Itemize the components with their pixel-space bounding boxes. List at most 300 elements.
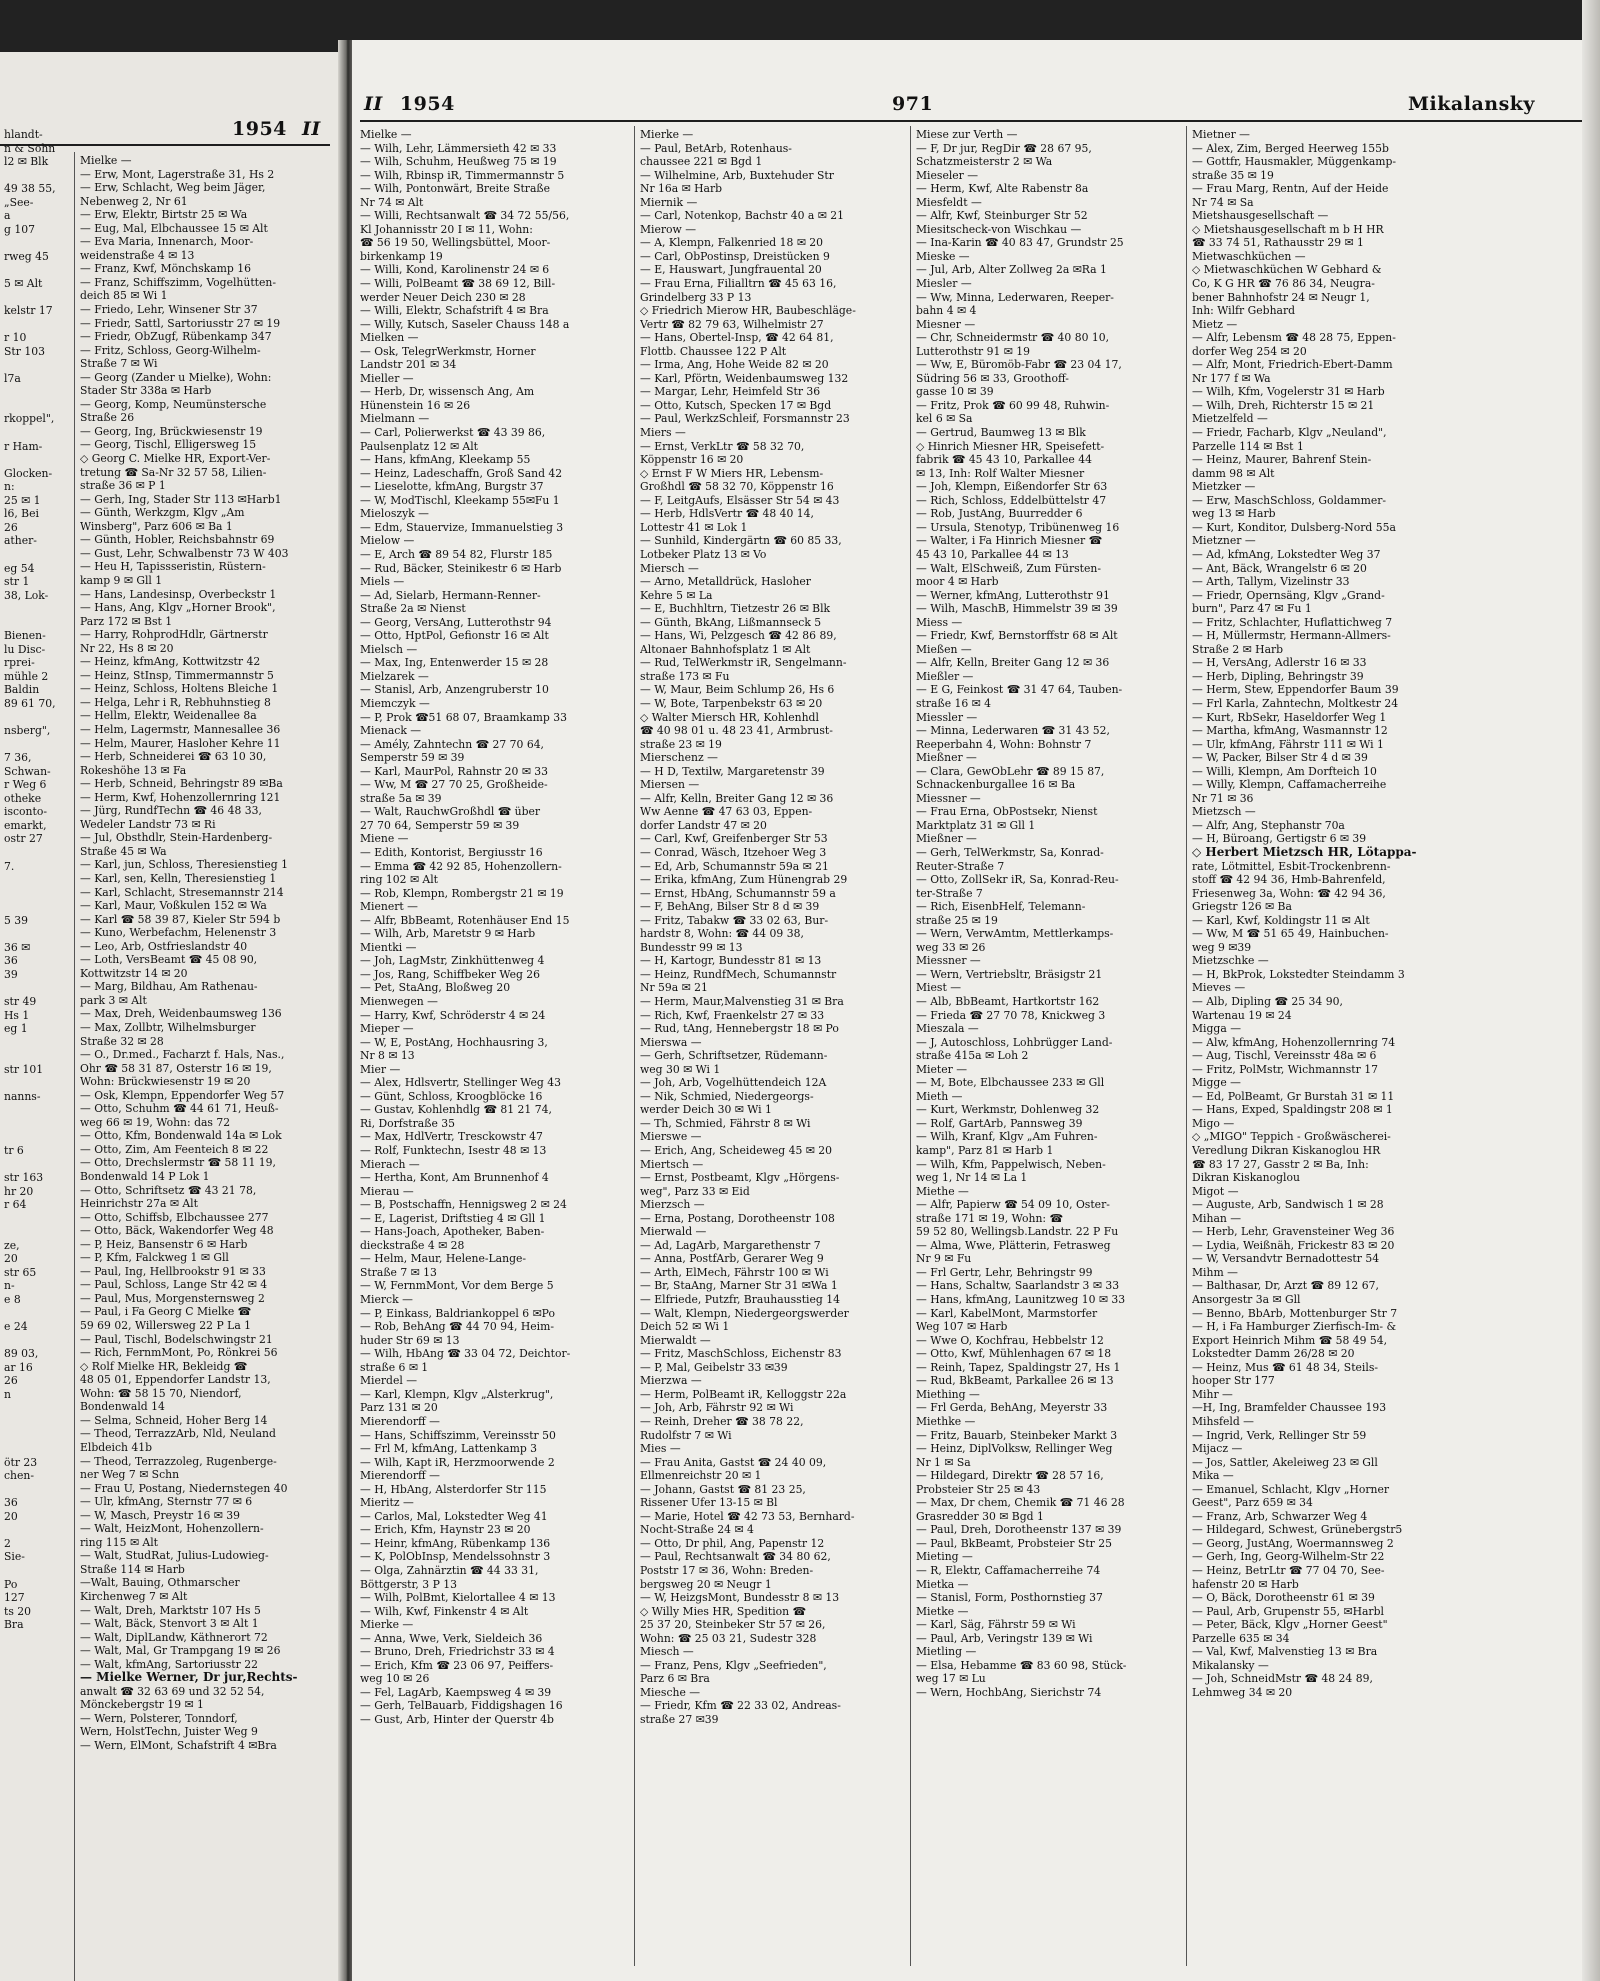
directory-entry: — Stanisl, Arb, Anzengruberstr 10	[360, 683, 549, 697]
left-margin-fragment	[4, 616, 76, 630]
directory-entry: — Gust, Arb, Hinter der Querstr 4b	[360, 1712, 554, 1726]
directory-entry: Grasredder 30 ✉ Bgd 1	[916, 1509, 1044, 1523]
surname-heading: Mieves —	[1192, 981, 1246, 995]
directory-entry: — Fritz, Prok ☎ 60 99 48, Ruhwin-	[916, 398, 1110, 412]
directory-entry: — Selma, Schneid, Hoher Berg 14	[80, 1413, 268, 1427]
directory-entry: — Otto, Zim, Am Feenteich 8 ✉ 22	[80, 1142, 269, 1156]
directory-entry: — Hans-Joach, Apotheker, Baben-	[360, 1225, 545, 1239]
directory-entry: Friesenweg 3a, Wohn: ☎ 42 94 36,	[1192, 886, 1386, 900]
surname-heading: Mierke —	[360, 1618, 414, 1632]
directory-entry: — Theod, Terrazzoleg, Rugenberge-	[80, 1454, 277, 1468]
directory-entry: — Wilh, MaschB, Himmelstr 39 ✉ 39	[916, 602, 1118, 616]
surname-heading: Mierke —	[640, 128, 694, 141]
directory-entry: — Wilh, HbAng ☎ 33 04 72, Deichtor-	[360, 1347, 571, 1361]
surname-heading: Mieszala —	[916, 1022, 979, 1036]
directory-entry: — W, Maur, Beim Schlump 26, Hs 6	[640, 683, 835, 697]
directory-entry: — Walt, ElSchweiß, Zum Fürsten-	[916, 561, 1101, 575]
left-margin-fragment	[4, 453, 76, 467]
directory-entry: — F, BehAng, Bilser Str 8 d ✉ 39	[640, 900, 820, 914]
directory-entry: — Wern, HochbAng, Sierichstr 74	[916, 1685, 1102, 1699]
directory-entry: werder Neuer Deich 230 ✉ 28	[360, 290, 526, 304]
directory-entry: — Willi, Kond, Karolinenstr 24 ✉ 6	[360, 263, 550, 277]
directory-entry: — Rud, Bäcker, Steinikestr 6 ✉ Harb	[360, 561, 562, 575]
directory-entry: — E, Buchhltrn, Tietzestr 26 ✉ Blk	[640, 602, 831, 616]
directory-entry: — Ad, kfmAng, Lokstedter Weg 37	[1192, 547, 1381, 561]
directory-entry: — Gust, Lehr, Schwalbenstr 73 W 403	[80, 546, 289, 560]
right-header-rule	[360, 120, 1582, 122]
directory-entry: — Eug, Mal, Elbchaussee 15 ✉ Alt	[80, 221, 268, 235]
directory-entry: — Walter, i Fa Hinrich Miesner ☎	[916, 534, 1103, 548]
directory-entry: Straße 7 ✉ Wi	[80, 357, 158, 371]
directory-entry: ring 102 ✉ Alt	[360, 873, 439, 887]
directory-entry: ◇ Hinrich Miesner HR, Speisefett-	[916, 439, 1105, 453]
directory-entry: — Ww, Minna, Lederwaren, Reeper-	[916, 290, 1114, 304]
right-page	[352, 40, 1600, 1981]
directory-entry: — Irma, Ang, Hohe Weide 82 ✉ 20	[640, 358, 829, 372]
directory-entry: — Herb, Dipling, Behringstr 39	[1192, 669, 1364, 683]
directory-entry: Köppenstr 16 ✉ 20	[640, 453, 744, 467]
directory-entry: — Nik, Schmied, Niedergeorgs-	[640, 1089, 814, 1103]
directory-entry: Stader Str 338a ✉ Harb	[80, 384, 212, 398]
left-margin-fragment	[4, 1429, 76, 1443]
directory-entry: weg 9 ✉39	[1192, 940, 1252, 954]
surname-heading: Miels —	[360, 575, 405, 589]
left-margin-fragment: n & Sohn	[4, 141, 56, 155]
surname-heading: Mies —	[640, 1442, 681, 1456]
directory-entry: Parzelle 635 ✉ 34	[1192, 1631, 1290, 1645]
directory-entry: — Karl ☎ 58 39 87, Kieler Str 594 b	[80, 912, 281, 926]
directory-entry: burn", Parz 47 ✉ Fu 1	[1192, 602, 1312, 616]
directory-entry: — Balthasar, Dr, Arzt ☎ 89 12 67,	[1192, 1279, 1379, 1293]
directory-entry: — Theod, TerrazzArb, Nld, Neuland	[80, 1427, 276, 1441]
left-margin-fragment: Str 103	[4, 344, 45, 358]
directory-entry: — Osk, Klempn, Eppendorfer Weg 57	[80, 1088, 285, 1102]
directory-entry: — P, Prok ☎51 68 07, Braamkamp 33	[360, 710, 567, 724]
directory-entry: — K, PolObInsp, Mendelssohnstr 3	[360, 1550, 551, 1564]
directory-entry: — Rich, EisenbHelf, Telemann-	[916, 900, 1086, 914]
directory-entry: — Rob, BehAng ☎ 44 70 94, Heim-	[360, 1320, 554, 1334]
left-margin-fragment: 36 ✉	[4, 940, 31, 954]
directory-entry: — Herb, Lehr, Gravensteiner Weg 36	[1192, 1225, 1395, 1239]
directory-entry: — Marie, Hotel ☎ 42 73 53, Bernhard-	[640, 1509, 855, 1523]
directory-entry: — H, Kartogr, Bundesstr 81 ✉ 13	[640, 954, 822, 968]
left-margin-fragment: ostr 27	[4, 832, 43, 846]
surname-heading: Miers —	[640, 426, 686, 440]
right-page-header-left	[364, 93, 455, 115]
surname-heading: Mietzschke —	[1192, 954, 1269, 968]
directory-entry: — Ww, M ☎ 51 65 49, Hainbuchen-	[1192, 927, 1389, 941]
directory-entry: Landstr 201 ✉ 34	[360, 358, 457, 372]
column-mietner	[1192, 128, 1576, 1699]
left-header-year: 1954	[232, 118, 287, 140]
left-margin-fragment: 7.	[4, 859, 15, 873]
directory-entry: — Alfr, Ang, Stephanstr 70a	[1192, 818, 1345, 832]
directory-entry: Kehre 5 ✉ La	[640, 588, 713, 602]
directory-entry: Nr 74 ✉ Sa	[1192, 195, 1254, 209]
left-margin-fragment	[4, 1334, 76, 1348]
directory-entry: Parz 6 ✉ Bra	[640, 1672, 710, 1686]
left-margin-fragment: r 10	[4, 331, 27, 345]
directory-entry: — Friedr, Facharb, Klgv „Neuland",	[1192, 426, 1387, 440]
directory-entry: — Herm, Maur,Malvenstieg 31 ✉ Bra	[640, 995, 844, 1008]
directory-entry: — E, Hauswart, Jungfrauental 20	[640, 263, 822, 277]
surname-heading: Mierau —	[360, 1184, 414, 1198]
directory-entry: — Joh, Arb, Fährstr 92 ✉ Wi	[640, 1401, 794, 1415]
directory-entry: — Wilh, Kapt iR, Herzmoorwende 2	[360, 1455, 555, 1469]
left-margin-fragment: eg 54	[4, 561, 35, 575]
directory-entry: ✉ 13, Inh: Rolf Walter Miesner	[916, 466, 1085, 480]
directory-entry: — Rich, Schloss, Eddelbüttelstr 47	[916, 493, 1107, 507]
directory-entry: — Alfr, Mont, Friedrich-Ebert-Damm	[1192, 358, 1393, 372]
directory-entry: — Paul, Rechtsanwalt ☎ 34 80 62,	[640, 1550, 831, 1564]
directory-entry: — Erich, Kfm, Haynstr 23 ✉ 20	[360, 1523, 531, 1537]
directory-entry: — Friedr, Kfm ☎ 22 33 02, Andreas-	[640, 1699, 841, 1713]
left-margin-fragment: 25 ✉ 1	[4, 493, 41, 507]
directory-entry: ◇ Rolf Mielke HR, Bekleidg ☎	[80, 1359, 248, 1373]
directory-entry: ☎ 40 98 01 u. 48 23 41, Armbrust-	[640, 724, 833, 738]
left-margin-fragment: r Weg 6	[4, 778, 47, 792]
left-margin-fragment	[4, 846, 76, 860]
right-header-year: 1954	[399, 93, 455, 115]
directory-entry: — Heu H, Tapissseristin, Rüstern-	[80, 560, 266, 574]
directory-entry: — P, Mal, Geibelstr 33 ✉39	[640, 1360, 788, 1374]
left-margin-fragment: 20	[4, 1509, 18, 1523]
column-divider-1	[634, 126, 635, 1966]
directory-entry: — Heinz, DiplVolksw, Rellinger Weg	[916, 1442, 1113, 1456]
surname-heading: Mijacz —	[1192, 1442, 1243, 1456]
directory-entry: straße 23 ✉ 19	[640, 737, 722, 751]
directory-entry: — Georg, Tischl, Elligersweg 15	[80, 438, 257, 452]
directory-entry: bener Bahnhofstr 24 ✉ Neugr 1,	[1192, 290, 1370, 304]
left-margin-fragment: Schwan-	[4, 764, 51, 778]
directory-entry: — Ad, LagArb, Margarethenstr 7	[640, 1238, 821, 1252]
directory-entry: — Joh, Arb, Vogelhüttendeich 12A	[640, 1076, 827, 1090]
directory-entry: ner Weg 7 ✉ Schn	[80, 1468, 180, 1482]
directory-entry: — Wilh, Kranf, Klgv „Am Fuhren-	[916, 1130, 1098, 1144]
directory-entry: Bondenwald 14 P Lok 1	[80, 1170, 210, 1184]
directory-entry: — Helm, Maurer, Hasloher Kehre 11	[80, 736, 281, 750]
surname-heading: Mientki —	[360, 940, 417, 954]
directory-entry: — Hellm, Elektr, Weidenallee 8a	[80, 709, 257, 723]
directory-entry: — Georg, Komp, Neumünstersche	[80, 397, 267, 411]
surname-heading: Miessner —	[916, 791, 981, 805]
directory-entry: Poststr 17 ✉ 36, Wohn: Breden-	[640, 1563, 814, 1577]
surname-heading: Miesfeldt —	[916, 195, 982, 209]
directory-entry: — Willy, Kutsch, Saseler Chauss 148 a	[360, 317, 570, 331]
left-margin-fragment: eg 1	[4, 1022, 28, 1036]
directory-entry: 48 05 01, Eppendorfer Landstr 13,	[80, 1373, 271, 1387]
left-margin-fragment: mühle 2	[4, 669, 49, 683]
surname-heading: Mierendorff —	[360, 1414, 440, 1428]
directory-entry: — H, Büroang, Gertigstr 6 ✉ 39	[1192, 832, 1367, 846]
directory-entry: — Franz, Kwf, Mönchskamp 16	[80, 262, 251, 276]
directory-entry: — Ant, Bäck, Wrangelstr 6 ✉ 20	[1192, 561, 1367, 575]
left-margin-fragment	[4, 1117, 76, 1131]
directory-entry: — Paul, WerkzSchleif, Forsmannstr 23	[640, 412, 850, 426]
directory-entry: Griegstr 126 ✉ Ba	[1192, 900, 1292, 914]
directory-entry: ◇ Mietwaschküchen W Gebhard &	[1192, 263, 1382, 277]
directory-entry: — Günth, BkAng, Lißmannseck 5	[640, 615, 822, 629]
surname-heading: Miemczyk —	[360, 696, 430, 710]
directory-entry: — Kurt, Konditor, Dulsberg-Nord 55a	[1192, 520, 1396, 534]
directory-entry: Wohn: ☎ 58 15 70, Niendorf,	[80, 1386, 242, 1400]
left-margin-fragment: 39	[4, 967, 18, 981]
left-margin-fragment: nsberg",	[4, 724, 51, 738]
left-margin-fragment	[4, 236, 76, 250]
directory-entry: — Herm, Stew, Eppendorfer Baum 39	[1192, 683, 1399, 697]
directory-entry: — Alfr, Kwf, Steinburger Str 52	[916, 209, 1088, 223]
directory-entry: — Erika, kfmAng, Zum Hünengrab 29	[640, 873, 848, 887]
directory-entry: straße 415a ✉ Loh 2	[916, 1049, 1029, 1063]
left-margin-fragment: g 107	[4, 222, 35, 236]
directory-entry: — Wilh, Lehr, Lämmersieth 42 ✉ 33	[360, 141, 557, 155]
left-margin-fragment	[4, 426, 76, 440]
surname-heading: Miernik —	[640, 195, 698, 209]
directory-entry: — Max, Dreh, Weidenbaumsweg 136	[80, 1007, 282, 1021]
surname-heading: Migga —	[1192, 1022, 1241, 1036]
surname-heading: Mieth —	[916, 1089, 963, 1103]
directory-entry: — Jos, Rang, Schiffbeker Weg 26	[360, 967, 541, 981]
directory-entry: — Kurt, Werkmstr, Dohlenweg 32	[916, 1103, 1100, 1117]
surname-heading: Mielmann —	[360, 412, 430, 426]
directory-entry: Reuter-Straße 7	[916, 859, 1005, 873]
left-margin-fragment: 26	[4, 1374, 18, 1388]
directory-entry: bahn 4 ✉ 4	[916, 304, 977, 318]
directory-entry: — Franz, Pens, Klgv „Seefrieden",	[640, 1658, 827, 1672]
directory-entry: — Otto, Dr phil, Ang, Papenstr 12	[640, 1536, 825, 1550]
directory-entry: — Osk, TelegrWerkmstr, Horner	[360, 344, 536, 358]
left-margin-fragment: rprei-	[4, 656, 35, 670]
left-margin-fragment: rkoppel",	[4, 412, 55, 426]
left-margin-fragment: l2 ✉ Blk	[4, 155, 49, 169]
directory-entry: ◇ „MIGO" Teppich - Großwäscherei-	[1192, 1130, 1391, 1144]
directory-entry: — Karl, Pförtn, Weidenbaumsweg 132	[640, 371, 849, 385]
directory-entry: — Fritz, Tabakw ☎ 33 02 63, Bur-	[640, 913, 829, 927]
directory-entry: — Rud, BkBeamt, Parkallee 26 ✉ 13	[916, 1374, 1114, 1388]
left-margin-fragment	[4, 318, 76, 332]
directory-entry: — Bruno, Dreh, Friedrichstr 33 ✉ 4	[360, 1645, 555, 1659]
directory-entry: hafenstr 20 ✉ Harb	[1192, 1577, 1299, 1591]
directory-entry: ◇ Ernst F W Miers HR, Lebensm-	[640, 466, 824, 480]
directory-entry: — Rob, Klempn, Rombergstr 21 ✉ 19	[360, 886, 564, 900]
directory-entry: — Reinh, Dreher ☎ 38 78 22,	[640, 1414, 804, 1428]
directory-entry: — Otto, ZollSekr iR, Sa, Konrad-Reu-	[916, 873, 1119, 887]
column-miese	[916, 128, 1182, 1699]
directory-entry: Lotbeker Platz 13 ✉ Vo	[640, 547, 767, 561]
directory-entry: Ohr ☎ 58 31 87, Osterstr 16 ✉ 19,	[80, 1061, 272, 1075]
directory-entry: Rissener Ufer 13-15 ✉ Bl	[640, 1496, 778, 1510]
directory-entry: straße 35 ✉ 19	[1192, 168, 1274, 182]
left-header-part: II	[302, 118, 321, 140]
directory-entry: weg 1, Nr 14 ✉ La 1	[916, 1171, 1028, 1185]
surname-heading: Mietwaschküchen —	[1192, 249, 1306, 263]
left-page-fragment-column	[4, 128, 76, 1632]
directory-entry: — R, Elektr, Caffamacherreihe 74	[916, 1563, 1101, 1577]
page-number: 971	[892, 93, 934, 115]
catchword: Mikalansky	[1408, 93, 1535, 115]
directory-entry: ◇ Walter Miersch HR, Kohlenhdl	[640, 710, 819, 724]
left-margin-fragment: 20	[4, 1252, 18, 1266]
directory-entry: — Georg (Zander u Mielke), Wohn:	[80, 370, 272, 384]
surname-heading: Mierdel —	[360, 1374, 418, 1388]
column-mielke-continued	[360, 128, 630, 1727]
surname-heading: Mieloszyk —	[360, 507, 429, 521]
directory-entry: — Harry, RohprodHdlr, Gärtnerstr	[80, 628, 268, 642]
directory-entry: — Walt, HeizMont, Hohenzollern-	[80, 1522, 264, 1536]
directory-entry: — Otto, Schiffsb, Elbchaussee 277	[80, 1210, 269, 1224]
directory-entry: — W, Versandvtr Bernadottestr 54	[1192, 1252, 1380, 1266]
left-margin-fragment: nanns-	[4, 1089, 41, 1103]
directory-entry: — Herm, PolBeamt iR, Kelloggstr 22a	[640, 1387, 847, 1401]
directory-entry: — Erich, Ang, Scheideweg 45 ✉ 20	[640, 1144, 833, 1158]
directory-entry: — Wilhelmine, Arb, Buxtehuder Str	[640, 168, 834, 182]
surname-heading: Mier —	[360, 1062, 401, 1076]
directory-entry: Ellmenreichstr 20 ✉ 1	[640, 1469, 762, 1483]
directory-entry: — Heinz, RundfMech, Schumannstr	[640, 967, 837, 981]
surname-heading: Miertsch —	[640, 1157, 704, 1171]
directory-entry: dorfer Weg 254 ✉ 20	[1192, 344, 1307, 358]
directory-entry: — Otto, Kwf, Mühlenhagen 67 ✉ 18	[916, 1347, 1112, 1361]
directory-entry: Heinrichstr 27a ✉ Alt	[80, 1197, 198, 1211]
directory-entry: — O, Bäck, Dorotheenstr 61 ✉ 39	[1192, 1591, 1375, 1605]
directory-entry: — Ulr, kfmAng, Sternstr 77 ✉ 6	[80, 1495, 253, 1509]
directory-entry: — Emma ☎ 42 92 85, Hohenzollern-	[360, 859, 562, 873]
directory-entry: — Karl, KabelMont, Marmstorfer	[916, 1306, 1098, 1320]
left-margin-fragment: n:	[4, 480, 15, 494]
surname-heading: Miesche —	[640, 1685, 701, 1699]
directory-entry: Altonaer Bahnhofsplatz 1 ✉ Alt	[640, 642, 811, 656]
surname-heading: Miething —	[916, 1387, 980, 1401]
directory-entry: — Val, Kwf, Malvenstieg 13 ✉ Bra	[1192, 1645, 1378, 1659]
left-margin-fragment: l7a	[4, 371, 21, 385]
directory-entry: — Otto, HptPol, Gefionstr 16 ✉ Alt	[360, 629, 549, 643]
directory-entry: — H, Müllermstr, Hermann-Allmers-	[1192, 629, 1391, 643]
directory-entry: — Marg, Bildhau, Am Rathenau-	[80, 980, 258, 994]
directory-entry: — Alfr, BbBeamt, Rotenhäuser End 15	[360, 913, 570, 927]
surname-heading: Mietzsch —	[1192, 805, 1256, 819]
directory-entry: — Heinz, kfmAng, Kottwitzstr 42	[80, 655, 261, 669]
directory-entry: — Rich, FernmMont, Po, Rönkrei 56	[80, 1346, 278, 1360]
left-margin-fragment: kelstr 17	[4, 304, 53, 318]
directory-entry: ☎ 56 19 50, Wellingsbüttel, Moor-	[360, 236, 551, 250]
directory-entry: — Paul, i Fa Georg C Mielke ☎	[80, 1305, 252, 1319]
directory-entry: Hünenstein 16 ✉ 26	[360, 398, 471, 412]
directory-entry: Weg 107 ✉ Harb	[916, 1320, 1008, 1334]
directory-entry: 45 43 10, Parkallee 44 ✉ 13	[916, 547, 1069, 561]
directory-entry: — Emanuel, Schlacht, Klgv „Horner	[1192, 1482, 1390, 1496]
directory-entry: — Wwe O, Kochfrau, Hebbelstr 12	[916, 1333, 1104, 1347]
surname-heading: Mieting —	[916, 1550, 973, 1564]
directory-entry: straße 16 ✉ 4	[916, 696, 992, 710]
left-margin-fragment	[4, 1130, 76, 1144]
directory-entry: — Otto, Schuhm ☎ 44 61 71, Heuß-	[80, 1102, 279, 1116]
directory-entry: straße 27 ✉39	[640, 1712, 719, 1726]
surname-heading: Migge —	[1192, 1076, 1241, 1090]
page-edge	[1582, 0, 1600, 1981]
directory-entry: Nocht-Straße 24 ✉ 4	[640, 1523, 754, 1537]
directory-entry: deich 85 ✉ Wi 1	[80, 289, 168, 303]
left-margin-fragment	[4, 1158, 76, 1172]
column-divider-2	[910, 126, 911, 1966]
surname-heading: Mieper —	[360, 1022, 414, 1036]
directory-entry: Nr 8 ✉ 13	[360, 1049, 415, 1063]
directory-entry: — Walt, StudRat, Julius-Ludowieg-	[80, 1549, 269, 1563]
directory-entry: — Wilh, Kfm, Vogelerstr 31 ✉ Harb	[1192, 385, 1385, 399]
directory-entry: birkenkamp 19	[360, 249, 443, 263]
directory-entry: — Peter, Bäck, Klgv „Horner Geest"	[1192, 1618, 1388, 1632]
surname-heading: Miersen —	[640, 778, 700, 792]
left-margin-fragment	[4, 981, 76, 995]
left-margin-fragment	[4, 887, 76, 901]
directory-entry: — Frl Gerda, BehAng, Meyerstr 33	[916, 1401, 1108, 1415]
directory-entry: — Hans, Landesinsp, Overbeckstr 1	[80, 587, 277, 601]
left-margin-fragment: 36	[4, 954, 18, 968]
directory-entry: — Paul, Mus, Morgensternsweg 2	[80, 1291, 265, 1305]
surname-heading: Mietke —	[916, 1604, 969, 1618]
directory-entry: — Max, Ing, Entenwerder 15 ✉ 28	[360, 656, 549, 670]
directory-entry: — W, HeizgsMont, Bundesstr 8 ✉ 13	[640, 1591, 840, 1605]
left-margin-fragment: ts 20	[4, 1604, 32, 1618]
directory-entry: Parz 172 ✉ Bst 1	[80, 614, 173, 628]
left-margin-fragment: isconto-	[4, 805, 47, 819]
directory-entry: — Arth, ElMech, Fährstr 100 ✉ Wi	[640, 1265, 829, 1279]
directory-entry: — F, LeitgAufs, Elsässer Str 54 ✉ 43	[640, 493, 840, 507]
directory-entry: Ansorgestr 3a ✉ Gll	[1192, 1293, 1301, 1307]
directory-entry: Bundesstr 99 ✉ 13	[640, 940, 743, 954]
directory-entry: Straße 114 ✉ Harb	[80, 1562, 185, 1576]
directory-entry: — Erna, Postang, Dorotheenstr 108	[640, 1211, 835, 1225]
directory-entry: — Aug, Tischl, Vereinsstr 48a ✉ 6	[1192, 1049, 1377, 1063]
directory-entry: — Friedr, Sattl, Sartoriusstr 27 ✉ 19	[80, 316, 281, 330]
left-margin-fragment	[4, 1483, 76, 1497]
directory-entry: — Rud, TelWerkmstr iR, Sengelmann-	[640, 656, 847, 670]
directory-entry: — Th, Schmied, Fährstr 8 ✉ Wi	[640, 1116, 811, 1130]
directory-entry: —H, Ing, Bramfelder Chaussee 193	[1192, 1401, 1387, 1415]
directory-entry: Nr 1 ✉ Sa	[916, 1455, 971, 1469]
directory-entry: — Wilh, Kfm, Pappelwisch, Neben-	[916, 1157, 1106, 1171]
directory-entry: — M, Bote, Elbchaussee 233 ✉ Gll	[916, 1076, 1105, 1090]
left-margin-fragment: 2	[4, 1536, 11, 1550]
surname-heading: Mika —	[1192, 1469, 1234, 1483]
directory-entry: Grindelberg 33 P 13	[640, 290, 752, 304]
directory-entry: — Heinz, Schloss, Holtens Bleiche 1	[80, 682, 279, 696]
directory-entry: hardstr 8, Wohn: ☎ 44 09 38,	[640, 927, 804, 941]
directory-entry: — P, Kfm, Falckweg 1 ✉ Gll	[80, 1251, 229, 1265]
directory-entry: — Heinz, StInsp, Timmermannstr 5	[80, 668, 274, 682]
directory-entry: Wedeler Landstr 73 ✉ Ri	[80, 817, 216, 831]
directory-entry: — Jürg, RundfTechn ☎ 46 48 33,	[80, 804, 262, 818]
left-margin-fragment: 7 36,	[4, 751, 32, 765]
directory-entry: — Karl, jun, Schloss, Theresienstieg 1	[80, 858, 288, 872]
directory-entry: — Alw, kfmAng, Hohenzollernring 74	[1192, 1035, 1396, 1049]
directory-entry: Nebenweg 2, Nr 61	[80, 194, 188, 208]
left-margin-fragment: Po	[4, 1577, 18, 1591]
directory-entry: — Hans, Obertel-Insp, ☎ 42 64 81,	[640, 331, 834, 345]
directory-entry: Flottb. Chaussee 122 P Alt	[640, 344, 787, 358]
directory-entry: ◇ Friedrich Mierow HR, Baubeschläge-	[640, 304, 856, 318]
directory-entry: — Rolf, GartArb, Pannsweg 39	[916, 1116, 1083, 1130]
directory-entry: — Amély, Zahntechn ☎ 27 70 64,	[360, 737, 544, 751]
directory-entry: — Gottfr, Hausmakler, Müggenkamp-	[1192, 155, 1397, 169]
left-margin-fragment	[4, 291, 76, 305]
directory-entry: Straße 2 ✉ Harb	[1192, 642, 1284, 656]
directory-entry: — Martha, kfmAng, Wasmannstr 12	[1192, 724, 1388, 738]
directory-entry: — Joh, LagMstr, Zinkhüttenweg 4	[360, 954, 545, 968]
left-margin-fragment: a	[4, 209, 11, 223]
directory-entry: damm 98 ✉ Alt	[1192, 466, 1275, 480]
directory-entry: — Franz, Arb, Schwarzer Weg 4	[1192, 1509, 1368, 1523]
surname-heading: Mierswa —	[640, 1035, 702, 1049]
